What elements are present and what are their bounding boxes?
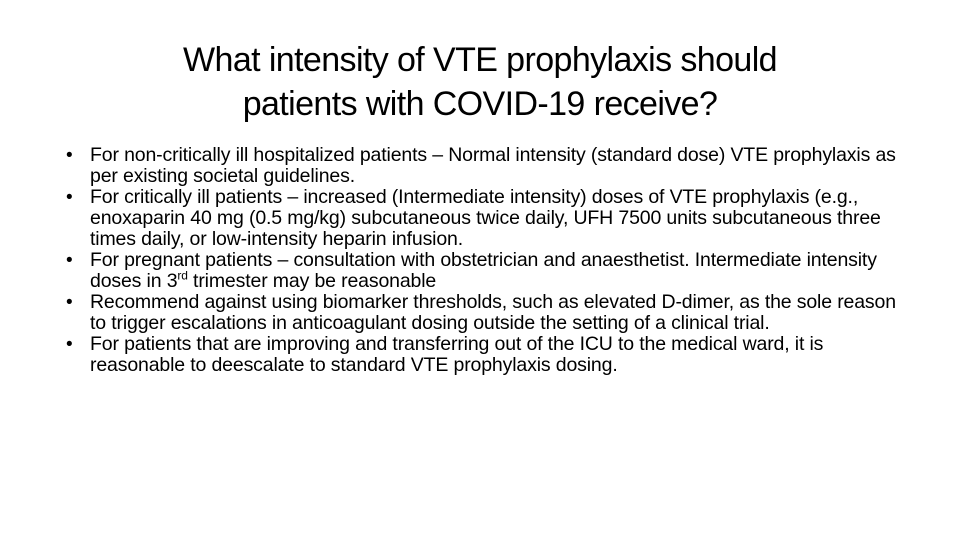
- bullet-item-biomarker: [66, 292, 896, 334]
- bullet-text: Recommend against using biomarker thresholds, such as elevated D-dimer, as the sole reason to trigger escalations in anticoagulant dosing outside the setting of a clinical trial.: [90, 291, 896, 334]
- bullet-text: For pregnant patients – consultation with obstetrician and anaesthetist. Intermediate intensity doses in 3: [90, 249, 877, 292]
- bullet-item-deescalate: [66, 334, 896, 376]
- slide-title-line-2: patients with COVID‑19 receive?: [242, 85, 718, 123]
- bullet-dot-icon: •: [66, 292, 73, 313]
- bullet-dot-icon: •: [66, 187, 73, 208]
- bullet-item-pregnant: [66, 250, 896, 292]
- bullet-dot-icon: •: [66, 145, 73, 166]
- slide-title: [80, 38, 880, 126]
- bullet-text: For non-critically ill hospitalized patients – Normal intensity (standard dose) VTE prophylaxis as per existing societal guidelines.: [90, 144, 896, 187]
- bullet-list: [66, 145, 896, 376]
- bullet-text: For patients that are improving and transferring out of the ICU to the medical ward, it is reasonable to deescalate to standard VTE prophylaxis dosing.: [90, 333, 824, 376]
- bullet-text-continued: trimester may be reasonable: [187, 270, 437, 292]
- bullet-item-non-critical: [66, 145, 896, 187]
- bullet-dot-icon: •: [66, 334, 73, 355]
- bullet-dot-icon: •: [66, 250, 73, 271]
- ordinal-superscript: rd: [177, 268, 188, 283]
- slide-title-line-1: What intensity of VTE prophylaxis should: [183, 41, 777, 79]
- bullet-item-critical: [66, 187, 896, 250]
- bullet-text: For critically ill patients – increased (Intermediate intensity) doses of VTE prophylaxis (e.g., enoxaparin 40 mg (0.5 mg/kg) subcutaneous twice daily, UFH 7500 units subcutaneous three times daily, or low-intensity heparin infusion.: [90, 186, 881, 250]
